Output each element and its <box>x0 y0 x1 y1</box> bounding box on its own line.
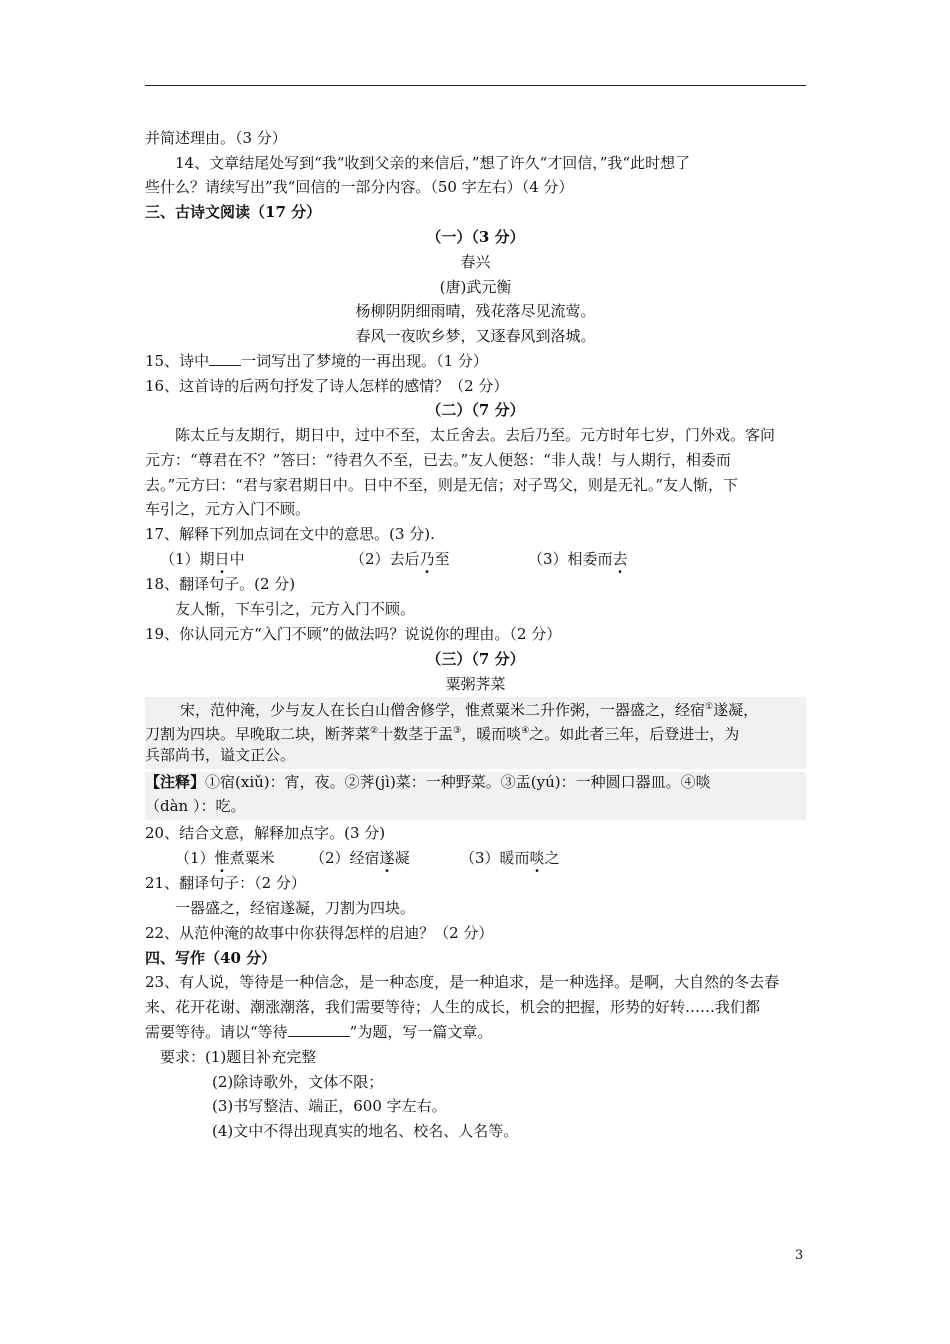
question-22: 22、从范仲淹的故事中你获得怎样的启迪？（2 分） <box>145 924 494 942</box>
passage-3-note: 【注释】①宿(xiǔ)：宵，夜。②荠(jì)菜：一种野菜。③盂(yú)：一种圆口器皿。④啖 <box>145 772 806 796</box>
passage-2-line: 陈太丘与友期行，期日中，过中不至，太丘舍去。去后乃至。元方时年七岁，门外戏。客问 <box>175 426 776 444</box>
question-15: 15、诗中 一词写出了梦境的一再出现。（1 分） <box>145 352 488 370</box>
part-2-heading: （二）（7 分） <box>426 401 525 419</box>
question-19: 19、你认同元方“入门不顾”的做法吗？说说你的理由。（2 分） <box>145 625 562 643</box>
passage-3-line: 兵部尚书，谥文正公。 <box>145 745 806 769</box>
question-14-cont: 些什么？请续写出”我“回信的一部分内容。（50 字左右）（4 分） <box>145 178 574 196</box>
question-21-sentence: 一器盛之，经宿遂凝，刀割为四块。 <box>175 899 416 917</box>
question-21: 21、翻译句子：（2 分） <box>145 874 306 892</box>
question-14: 14、文章结尾处写到“我“收到父亲的来信后，”想了许久“才回信，”我“此时想了 <box>175 154 691 172</box>
question-16: 16、这首诗的后两句抒发了诗人怎样的感情？（2 分） <box>145 377 509 395</box>
requirement-4: (4)文中不得出现真实的地名、校名、人名等。 <box>212 1122 519 1140</box>
poem-author: (唐)武元衡 <box>439 278 512 296</box>
answer-blank[interactable] <box>209 351 241 366</box>
passage-3-title: 粟粥荠菜 <box>445 675 506 693</box>
section-4-heading: 四、写作（40 分） <box>145 949 277 967</box>
text-line: 并简述理由。（3 分） <box>145 129 287 147</box>
question-18: 18、翻译句子。(2 分) <box>145 575 296 593</box>
section-3-heading: 三、古诗文阅读（17 分） <box>145 203 322 221</box>
question-17: 17、解释下列加点词在文中的意思。(3 分). <box>145 525 435 543</box>
requirement-1: 要求：(1)题目补充完整 <box>160 1048 317 1066</box>
requirement-2: (2)除诗歌外，文体不限； <box>212 1073 384 1091</box>
header-rule <box>145 85 806 86</box>
page-number: 3 <box>795 1248 804 1263</box>
poem-line-2: 春风一夜吹乡梦，又逐春风到洛城。 <box>355 327 596 345</box>
passage-2-line: 去。”元方曰：“君与家君期日中。日中不至，则是无信；对子骂父，则是无礼。”友人惭，下 <box>145 476 739 494</box>
part-3-heading: （三）（7 分） <box>426 650 525 668</box>
question-23-cont: 来、花开花谢、潮涨潮落，我们需要等待；人生的成长，机会的把握，形势的好转……我们都 <box>145 998 761 1016</box>
question-20: 20、结合文意，解释加点字。(3 分) <box>145 824 386 842</box>
passage-3-line: 宋，范仲淹，少与友人在长白山僧舍修学，惟煮粟米二升作粥，一器盛之，经宿①遂凝， <box>145 697 806 721</box>
question-23-cont: 需要等待。请以“等待 ”为题，写一篇文章。 <box>145 1023 493 1041</box>
title-blank[interactable] <box>288 1022 350 1037</box>
passage-3-line: 刀割为四块。早晚取二块，断荠菜②十数茎于盂③，暖而啖④之。如此者三年，后登进士，为 <box>145 721 806 745</box>
passage-3-note-cont: （dàn ）：吃。 <box>145 796 806 820</box>
passage-2-line: 元方：“尊君在不？”答曰：“待君久不至，已去。”友人便怒：“非人哉！与人期行，相委而 <box>145 451 731 469</box>
poem-title: 春兴 <box>460 253 491 271</box>
requirement-3: (3)书写整洁、端正，600 字左右。 <box>212 1097 447 1115</box>
part-1-heading: （一）（3 分） <box>426 228 525 246</box>
passage-2-line: 车引之，元方入门不顾。 <box>145 500 311 518</box>
poem-line-1: 杨柳阴阴细雨晴，残花落尽见流莺。 <box>355 302 596 320</box>
question-17-items: （1）期日中 （2）去后乃至 （3）相委而去 <box>160 550 628 568</box>
question-23: 23、有人说，等待是一种信念，是一种态度，是一种追求，是一种选择。是啊，大自然的冬去春 <box>145 973 780 991</box>
question-18-sentence: 友人惭，下车引之，元方入门不顾。 <box>175 600 416 618</box>
question-20-items: （1）惟煮粟米 （2）经宿遂凝 （3）暖而啖之 <box>175 849 560 867</box>
